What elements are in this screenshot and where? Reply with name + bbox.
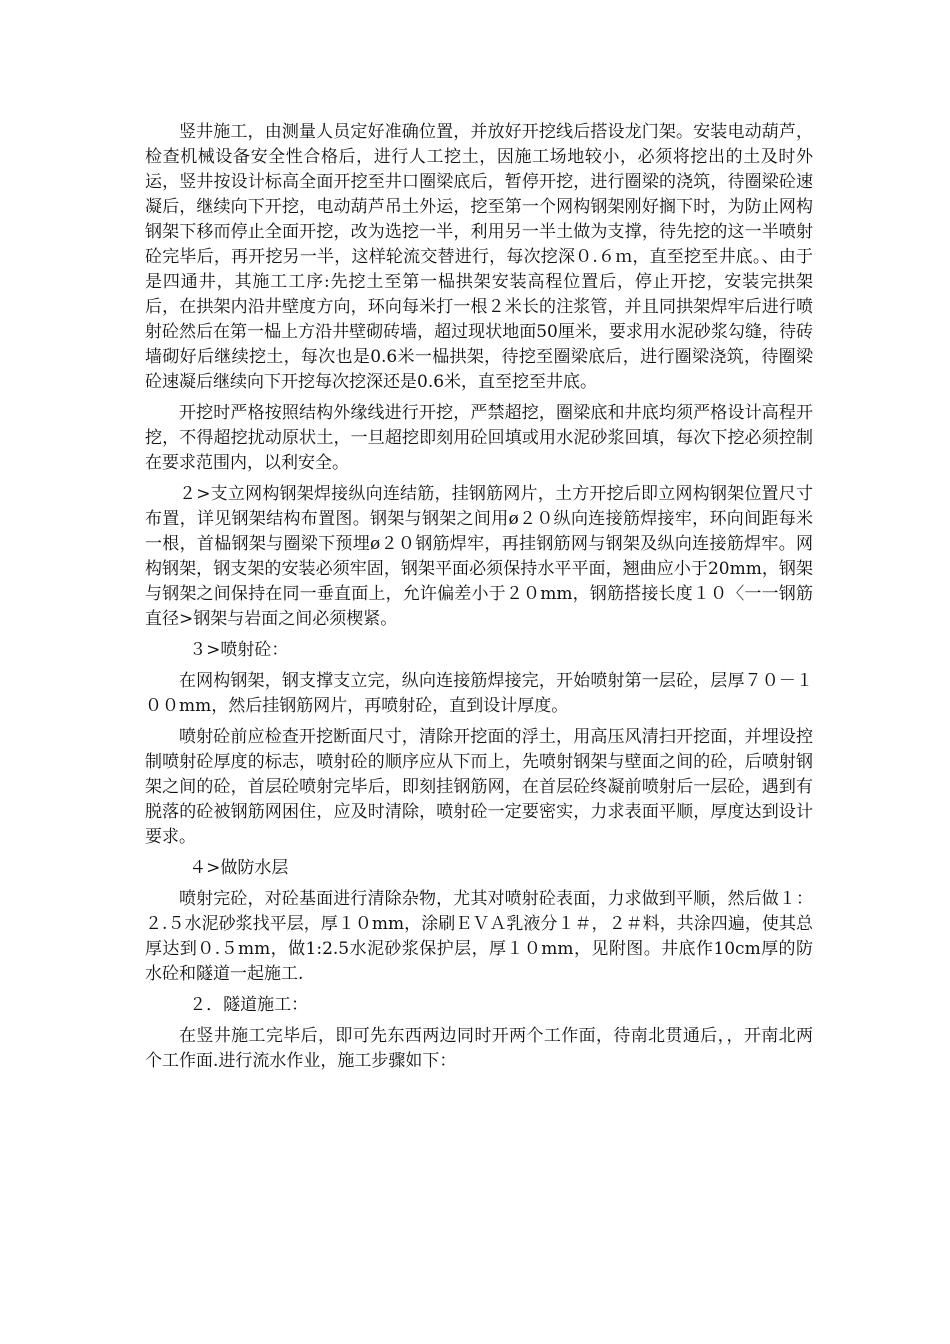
paragraph-shotcrete-procedure: 喷射砼前应检查开挖断面尺寸，清除开挖面的浮土，用高压风清扫开挖面，并埋设控制喷射砼厚度的标志，喷射砼的顺序应从下而上，先喷射钢架与壁面之间的砼，后喷射钢架之间的砼，首层砼喷射完毕后，即刻挂钢筋网，在首层砼终凝前喷射后一层砼，遇到有脱落的砼被钢筋网困住，应及时清除，喷射砼一定要密实，力求表面平顺，厚度达到设计要求。: [145, 727, 813, 847]
paragraph-shaft-construction: 竖井施工，由测量人员定好准确位置，并放好开挖线后搭设龙门架。安装电动葫芦，检查机械设备安全性合格后，进行人工挖土，因施工场地较小，必须将挖出的土及时外运，竖井按设计标高全面开挖至井口圈梁底后，暂停开挖，进行圈梁的浇筑，待圈梁砼速凝后，继续向下开挖，电动葫芦吊土外运，挖至第一个网构钢架刚好搁下时，为防止网构钢架下移而停止全面开挖，改为选挖一半，利用另一半土做为支撑，待先挖的这一半喷射砼完毕后，再开挖另一半，这样轮流交替进行，每次挖深０.６ｍ，直至挖至井底。、由于是四通井，其施工工序:先挖土至第一榀拱架安装高程位置后，停止开挖，安装完拱架后，在拱架内沿井壁度方向，环向每米打一根２米长的注浆管，并且同拱架焊牢后进行喷射砼然后在第一榀上方沿井壁砌砖墙，超过现状地面50厘米，要求用水泥砂浆勾缝，待砖墙砌好后继续挖土，每次也是0.6米一榀拱架，待挖至圈梁底后，进行圈梁浇筑，待圈梁砼速凝后继续向下开挖每次挖深还是0.6米，直至挖至井底。: [145, 122, 813, 392]
paragraph-steel-frame: ２>支立网构钢架焊接纵向连结筋，挂钢筋网片，土方开挖后即立网构钢架位置尺寸布置，详见钢架结构布置图。钢架与钢架之间用ø２０纵向连接筋焊接牢，环向间距每米一根，首榀钢架与圈梁下预埋ø２０钢筋焊牢，再挂钢筋网与钢架及纵向连接筋焊牢。网构钢架，钢支架的安装必须牢固，钢架平面必须保持水平平面，翘曲应小于20mm，钢架与钢架之间保持在同一垂直面上，允许偏差小于２０mm，钢筋搭接长度１０〈一一钢筋直径>钢架与岩面之间必须楔紧。: [145, 484, 813, 629]
heading-waterproofing: ４>做防水层: [189, 858, 289, 878]
paragraph-shotcrete-first-layer: 在网构钢架，钢支撑支立完，纵向连接筋焊接完，开始喷射第一层砼，层厚７０－１００mm，然后挂钢筋网片，再喷射砼，直到设计厚度。: [145, 671, 813, 716]
document-body: [145, 120, 813, 1080]
heading-tunnel-construction: ２．隧道施工：: [189, 995, 309, 1015]
paragraph-excavation-rules: 开挖时严格按照结构外缘线进行开挖，严禁超挖，圈梁底和井底均须严格设计高程开挖，不得超挖扰动原状土，一旦超挖即刻用砼回填或用水泥砂浆回填，每次下挖必须控制在要求范围内，以利安全。: [145, 403, 813, 473]
heading-shotcrete: ３>喷射砼：: [189, 640, 289, 660]
paragraph-waterproofing: 喷射完砼，对砼基面进行清除杂物，尤其对喷射砼表面，力求做到平顺，然后做１：２.５水泥砂浆找平层，厚１０mm，涂刷ＥＶＡ乳液分１＃，２＃料，共涂四遍，使其总厚达到０.５mm，做1:2.5水泥砂浆保护层，厚１０mm，见附图。井底作10cm厚的防水砼和隧道一起施工.: [145, 889, 813, 984]
paragraph-tunnel-construction: 在竖井施工完毕后，即可先东西两边同时开两个工作面，待南北贯通后，，开南北两个工作面.进行流水作业，施工步骤如下：: [145, 1026, 813, 1071]
